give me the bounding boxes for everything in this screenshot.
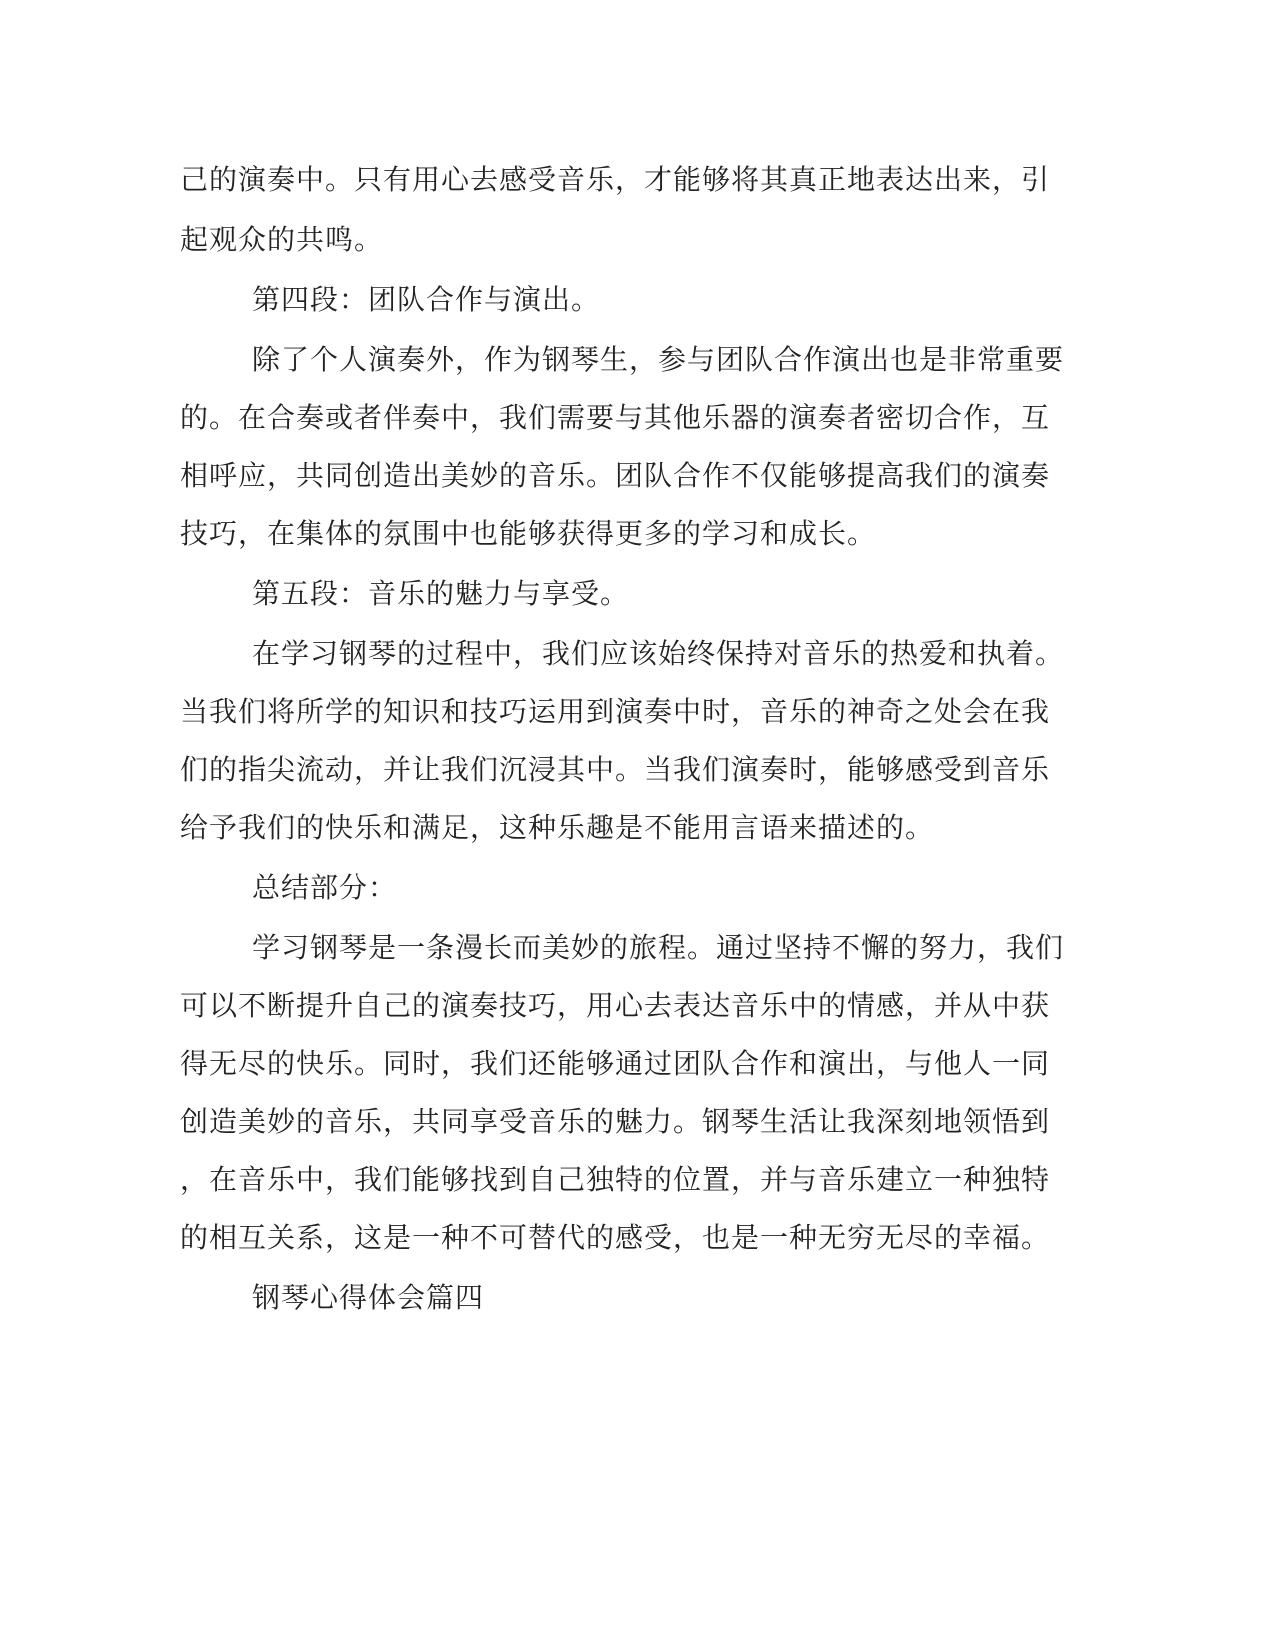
text-line: 给予我们的快乐和满足，这种乐趣是不能用言语来描述的。: [180, 811, 935, 844]
section-heading: 第五段：音乐的魅力与享受。: [252, 577, 630, 610]
text-line: 己的演奏中。只有用心去感受音乐，才能够将其真正地表达出来，引: [180, 163, 1051, 196]
text-line: 创造美妙的音乐，共同享受音乐的魅力。钢琴生活让我深刻地领悟到: [180, 1105, 1051, 1138]
section-heading: 总结部分：: [252, 871, 398, 904]
text-line: 得无尽的快乐。同时，我们还能够通过团队合作和演出，与他人一同: [180, 1047, 1051, 1080]
section-heading: 第四段：团队合作与演出。: [252, 283, 601, 316]
text-line: 学习钢琴是一条漫长而美妙的旅程。通过坚持不懈的努力，我们: [252, 931, 1065, 964]
text-line: 除了个人演奏外，作为钢琴生，参与团队合作演出也是非常重要: [252, 343, 1065, 376]
section-heading: 钢琴心得体会篇四: [252, 1281, 485, 1314]
text-line: ，在音乐中，我们能够找到自己独特的位置，并与音乐建立一种独特: [180, 1163, 1051, 1196]
text-line: 们的指尖流动，并让我们沉浸其中。当我们演奏时，能够感受到音乐: [180, 753, 1051, 786]
text-line: 的相互关系，这是一种不可替代的感受，也是一种无穷无尽的幸福。: [180, 1221, 1051, 1254]
text-line: 在学习钢琴的过程中，我们应该始终保持对音乐的热爱和执着。: [252, 637, 1065, 670]
text-line: 当我们将所学的知识和技巧运用到演奏中时，音乐的神奇之处会在我: [180, 695, 1051, 728]
text-line: 技巧，在集体的氛围中也能够获得更多的学习和成长。: [180, 517, 877, 550]
text-line: 可以不断提升自己的演奏技巧，用心去表达音乐中的情感，并从中获: [180, 989, 1051, 1022]
text-line: 相呼应，共同创造出美妙的音乐。团队合作不仅能够提高我们的演奏: [180, 459, 1051, 492]
text-line: 起观众的共鸣。: [180, 223, 384, 256]
text-line: 的。在合奏或者伴奏中，我们需要与其他乐器的演奏者密切合作，互: [180, 401, 1051, 434]
